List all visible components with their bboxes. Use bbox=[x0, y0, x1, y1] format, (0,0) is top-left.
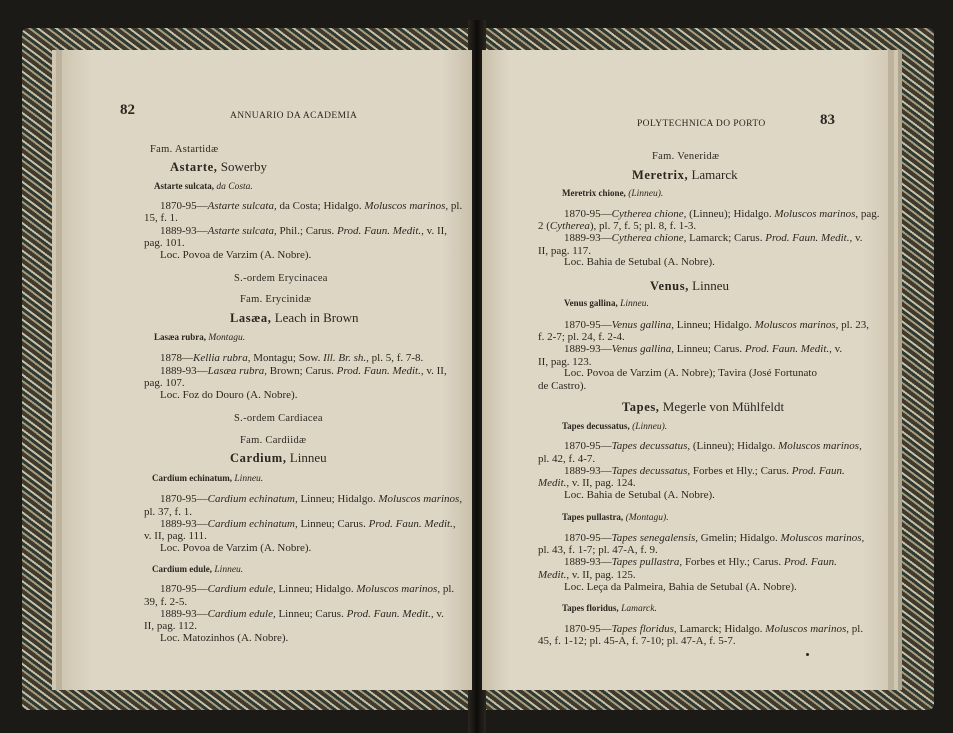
citation-part: 1889-93— bbox=[564, 343, 612, 355]
text-line: S.-ordem Cardiacea bbox=[234, 413, 323, 424]
text-line: Loc. Bahia de Setubal (A. Nobre). bbox=[564, 489, 715, 501]
citation-part: 1870-95— bbox=[564, 319, 612, 331]
citation-part: Prod. Faun. Medit., bbox=[765, 232, 853, 244]
citation-part: Linneu; Carus. bbox=[674, 343, 745, 355]
genus-author: Leach in Brown bbox=[271, 310, 359, 325]
genus-name: Astarte, bbox=[170, 160, 218, 174]
running-head: POLYTECHNICA DO PORTO bbox=[637, 119, 766, 129]
text-line bbox=[160, 493, 462, 506]
text-line bbox=[152, 563, 243, 577]
text-line: pl. 37, f. 1. bbox=[144, 506, 192, 518]
text-line bbox=[562, 511, 669, 525]
citation-part: Phil.; Carus. bbox=[276, 225, 337, 237]
text-line: v. II, pag. 111. bbox=[144, 530, 207, 542]
species-author: Linneu. bbox=[617, 299, 649, 309]
citation-part: Cytherea chione, bbox=[611, 208, 687, 220]
species-name: Tapes decussatus, bbox=[562, 421, 630, 431]
citation-part: Prod. Faun. bbox=[791, 465, 845, 477]
citation-part: Cytherea chione, bbox=[611, 232, 687, 244]
citation-part: 1870-95— bbox=[160, 200, 208, 212]
text-line: pl. 42, f. 4-7. bbox=[538, 453, 596, 465]
citation-part: Gmelin; Hidalgo. bbox=[698, 532, 781, 544]
text-line bbox=[564, 297, 649, 311]
text-line: Loc. Foz do Douro (A. Nobre). bbox=[160, 389, 298, 401]
citation-part: 1889-93— bbox=[160, 365, 208, 377]
citation-part: (Linneu); Hidalgo. bbox=[690, 440, 779, 452]
species-name: Meretrix chione, bbox=[562, 188, 626, 198]
citation-part: 1870-95— bbox=[564, 208, 612, 220]
citation-part: Cytherea bbox=[549, 220, 590, 232]
citation-part: Linneu; Hidalgo. bbox=[674, 319, 755, 331]
citation-part: Moluscos marinos, bbox=[378, 493, 463, 505]
text-line bbox=[564, 440, 862, 453]
species-name: Cardium echinatum, bbox=[152, 473, 233, 483]
citation-part: Moluscos marinos, bbox=[774, 208, 859, 220]
citation-part: Prod. Faun. Medit., bbox=[346, 608, 434, 620]
citation-part: Forbes et Hly.; Carus. bbox=[690, 465, 792, 477]
text-line: Loc. Matozinhos (A. Nobre). bbox=[160, 632, 289, 644]
citation-part: Venus gallina, bbox=[611, 319, 675, 331]
text-line: Fam. Veneridæ bbox=[652, 151, 720, 162]
genus-name: Cardium, bbox=[230, 451, 287, 465]
citation-part: v. II, bbox=[423, 365, 447, 377]
species-name: Cardium edule, bbox=[152, 564, 213, 574]
right-page bbox=[482, 50, 888, 690]
citation-part: 1870-95— bbox=[160, 583, 208, 595]
text-line bbox=[650, 279, 729, 293]
species-author: Linneu. bbox=[212, 565, 244, 575]
text-line bbox=[230, 451, 327, 465]
text-line: de Castro). bbox=[538, 380, 587, 392]
citation-part: v. bbox=[831, 343, 843, 355]
species-author: da Costa. bbox=[214, 182, 253, 192]
citation-part: v. II, pag. 125. bbox=[569, 569, 636, 581]
text-line bbox=[170, 160, 267, 174]
text-line: Fam. Astartidæ bbox=[150, 144, 219, 155]
species-name: Astarte sulcata, bbox=[154, 181, 214, 191]
running-head: ANNUARIO DA ACADEMIA bbox=[230, 111, 358, 121]
citation-part: Prod. Faun. bbox=[783, 556, 837, 568]
citation-part: Kellia rubra, bbox=[193, 352, 251, 364]
citation-part: pag. bbox=[858, 208, 880, 220]
text-line: pag. 101. bbox=[144, 237, 185, 249]
text-line bbox=[622, 400, 784, 414]
text-line: Loc. Bahia de Setubal (A. Nobre). bbox=[564, 256, 715, 268]
text-line: Loc. Povoa de Varzim (A. Nobre); Tavira (José Fortunato bbox=[564, 367, 817, 379]
citation-part: Astarte sulcata, bbox=[207, 200, 277, 212]
citation-part: Venus gallina, bbox=[611, 343, 675, 355]
text-line: f. 2-7; pl. 24, f. 2-4. bbox=[538, 331, 625, 343]
citation-part: 1889-93— bbox=[160, 608, 208, 620]
citation-part: Moluscos marinos, bbox=[356, 583, 441, 595]
text-line: Loc. Povoa de Varzim (A. Nobre). bbox=[160, 249, 312, 261]
species-name: Venus gallina, bbox=[564, 298, 618, 308]
text-line bbox=[230, 311, 358, 325]
species-name: Tapes floridus, bbox=[562, 603, 619, 613]
citation-part: Astarte sulcata, bbox=[207, 225, 277, 237]
species-author: (Montagu). bbox=[623, 513, 669, 523]
citation-part: 1889-93— bbox=[564, 465, 612, 477]
genus-name: Lasæa, bbox=[230, 311, 272, 325]
text-line bbox=[632, 168, 738, 182]
citation-part: Moluscos marinos, bbox=[778, 440, 862, 452]
genus-name: Tapes, bbox=[622, 400, 660, 414]
citation-part: pl. bbox=[849, 623, 864, 635]
citation-part: 1870-95— bbox=[564, 440, 612, 452]
text-line: II, pag. 117. bbox=[538, 245, 592, 257]
citation-part: Brown; Carus. bbox=[266, 365, 337, 377]
genus-name: Venus, bbox=[650, 279, 689, 293]
text-line bbox=[562, 187, 663, 201]
citation-part: 1870-95— bbox=[564, 532, 612, 544]
text-line: pl. 43, f. 1-7; pl. 47-A, f. 9. bbox=[538, 544, 658, 556]
species-name: Lasæa rubra, bbox=[154, 332, 207, 342]
text-line bbox=[152, 472, 263, 486]
citation-part: Cardium edule, bbox=[207, 583, 276, 595]
text-line bbox=[160, 225, 447, 238]
text-line: 15, f. 1. bbox=[144, 212, 178, 224]
left-page bbox=[62, 50, 472, 690]
citation-part: Lamarck; Hidalgo. bbox=[676, 623, 766, 635]
genus-author: Megerle von Mühlfeldt bbox=[659, 399, 785, 414]
citation-part: Prod. Faun. Medit., bbox=[368, 518, 456, 530]
citation-part: ), pl. 7, f. 5; pl. 8, f. 1-3. bbox=[589, 220, 697, 232]
text-line bbox=[160, 200, 462, 213]
citation-part: Linneu; Carus. bbox=[297, 518, 369, 530]
citation-part: Cardium edule, bbox=[207, 608, 276, 620]
citation-part: Forbes et Hly.; Carus. bbox=[682, 556, 784, 568]
citation-part: da Costa; Hidalgo. bbox=[276, 200, 365, 212]
citation-part: pl. 5, f. 7-8. bbox=[368, 352, 424, 364]
text-line: Fam. Erycinidæ bbox=[240, 294, 312, 305]
citation-part: 1889-93— bbox=[160, 518, 208, 530]
page-number: 82 bbox=[120, 102, 135, 118]
species-author: Montagu. bbox=[206, 333, 246, 343]
citation-part: Tapes decussatus, bbox=[611, 440, 691, 452]
citation-part: Prod. Faun. Medit., bbox=[744, 343, 832, 355]
citation-part: Tapes senegalensis, bbox=[611, 532, 699, 544]
species-author: (Linneu). bbox=[625, 189, 664, 199]
citation-part: pl. bbox=[440, 583, 455, 595]
citation-part: v. bbox=[852, 232, 863, 244]
genus-name: Meretrix, bbox=[632, 168, 689, 182]
citation-part: 1889-93— bbox=[160, 225, 208, 237]
citation-part: Medit., bbox=[538, 569, 570, 581]
citation-part: Medit., bbox=[538, 477, 570, 489]
text-line bbox=[564, 556, 837, 569]
citation-part: v. II, bbox=[423, 225, 448, 237]
citation-part: Moluscos marinos, bbox=[765, 623, 850, 635]
text-line: Loc. Leça da Palmeira, Bahia de Setubal (A. Nobre). bbox=[564, 581, 797, 593]
citation-part: Lamarck; Carus. bbox=[686, 232, 766, 244]
citation-part: Moluscos marinos, bbox=[754, 319, 839, 331]
citation-part: Linneu; Hidalgo. bbox=[275, 583, 357, 595]
genus-author: Sowerby bbox=[217, 159, 267, 174]
citation-part: Cardium echinatum, bbox=[207, 493, 298, 505]
genus-author: Linneu bbox=[286, 450, 327, 465]
citation-part: 2 ( bbox=[538, 220, 550, 232]
species-author: Lamarck. bbox=[618, 604, 657, 614]
text-line bbox=[564, 232, 862, 245]
species-name: Tapes pullastra, bbox=[562, 512, 624, 522]
citation-part: 1878— bbox=[160, 352, 193, 364]
citation-part: Moluscos marinos, bbox=[364, 200, 449, 212]
citation-part: v. II, pag. 124. bbox=[569, 477, 636, 489]
ink-dot bbox=[806, 653, 809, 656]
citation-part: Tapes floridus, bbox=[611, 623, 677, 635]
citation-part: Tapes pullastra, bbox=[611, 556, 683, 568]
citation-part: 1889-93— bbox=[564, 556, 612, 568]
text-line bbox=[564, 343, 842, 356]
text-line bbox=[160, 583, 454, 596]
text-line bbox=[160, 365, 447, 378]
genus-author: Lamarck bbox=[688, 167, 738, 182]
text-line bbox=[160, 352, 423, 365]
text-line bbox=[154, 180, 253, 194]
citation-part: 1870-95— bbox=[564, 623, 612, 635]
text-line: Loc. Povoa de Varzim (A. Nobre). bbox=[160, 542, 312, 554]
text-line: pag. 107. bbox=[144, 377, 185, 389]
page-number: 83 bbox=[820, 112, 835, 128]
text-line: Fam. Cardiidæ bbox=[240, 435, 307, 446]
genus-author: Linneu bbox=[688, 278, 729, 293]
citation-part: Prod. Faun. Medit., bbox=[336, 365, 424, 377]
citation-part: pl. bbox=[448, 200, 463, 212]
citation-part: pl. 23, bbox=[838, 319, 869, 331]
citation-part: Linneu; Hidalgo. bbox=[297, 493, 379, 505]
species-author: (Linneu). bbox=[629, 422, 668, 432]
text-line: II, pag. 123. bbox=[538, 356, 592, 368]
text-line bbox=[160, 608, 444, 621]
citation-part: v. bbox=[433, 608, 444, 620]
text-line: 45, f. 1-12; pl. 45-A, f. 7-10; pl. 47-A, f. 5-7. bbox=[538, 635, 736, 647]
citation-part: Lasæa rubra, bbox=[207, 365, 267, 377]
text-line bbox=[562, 420, 667, 434]
text-line: II, pag. 112. bbox=[144, 620, 198, 632]
text-line bbox=[562, 602, 657, 616]
species-author: Linneu. bbox=[232, 474, 264, 484]
citation-part: 1870-95— bbox=[160, 493, 208, 505]
citation-part: Montagu; Sow. bbox=[250, 352, 324, 364]
citation-part: 1889-93— bbox=[564, 232, 612, 244]
citation-part: Moluscos marinos, bbox=[780, 532, 865, 544]
citation-part: Cardium echinatum, bbox=[207, 518, 298, 530]
citation-part: Tapes decussatus, bbox=[611, 465, 691, 477]
citation-part: Prod. Faun. Medit., bbox=[336, 225, 424, 237]
text-line: 39, f. 2-5. bbox=[144, 596, 188, 608]
citation-part: (Linneu); Hidalgo. bbox=[686, 208, 775, 220]
text-line bbox=[154, 331, 245, 345]
text-line: S.-ordem Erycinacea bbox=[234, 273, 328, 284]
citation-part: Linneu; Carus. bbox=[275, 608, 347, 620]
citation-part: Ill. Br. sh., bbox=[323, 352, 369, 364]
